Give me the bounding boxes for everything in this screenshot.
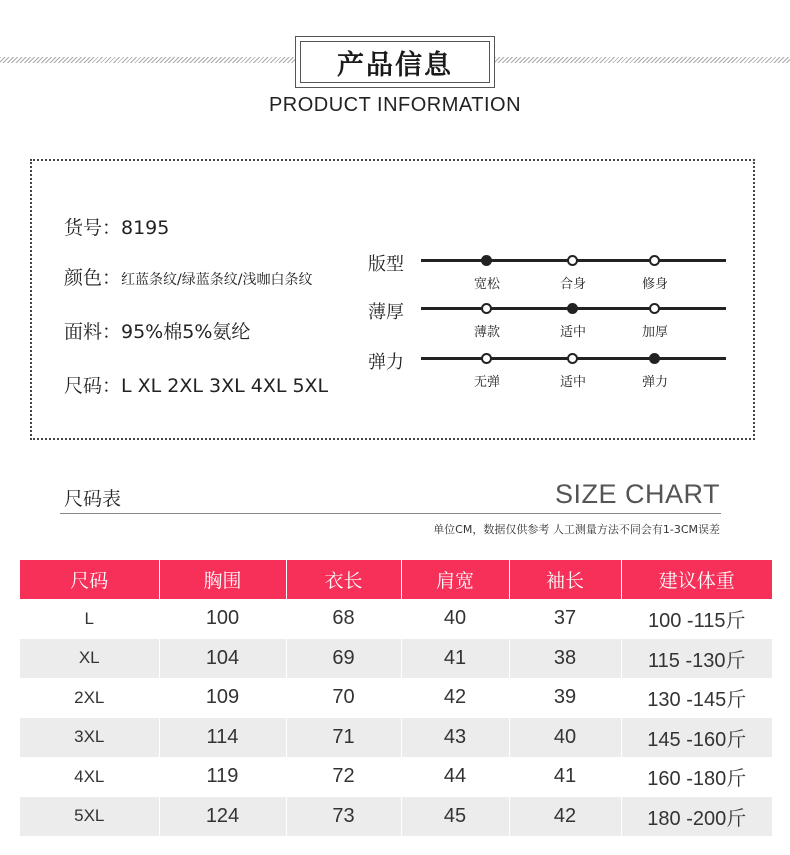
cell-chest: 119 — [159, 757, 286, 797]
color-line — [64, 263, 312, 290]
color-value: 红蓝条纹/绿蓝条纹/浅咖白条纹 — [121, 272, 313, 288]
cell-chest: 114 — [159, 718, 286, 758]
cell-weight: 100 -115斤 — [648, 610, 746, 633]
header-weight: 建议体重 — [621, 560, 772, 599]
cell-size: XL — [20, 639, 159, 679]
scale-fit-option-0: 宽松 — [473, 277, 500, 292]
color-label: 颜色： — [64, 267, 122, 289]
header-right-hatch — [495, 57, 790, 63]
table-row — [20, 678, 772, 718]
table-row — [20, 797, 772, 837]
cell-size: L — [20, 599, 159, 639]
cell-sleeve: 37 — [509, 599, 621, 639]
table-row — [20, 718, 772, 758]
cell-weight: 130 -145斤 — [647, 689, 747, 712]
cell-weight: 145 -160斤 — [621, 718, 772, 758]
size-table — [20, 560, 772, 836]
scale-thickness-dot-0 — [481, 303, 492, 314]
fabric-line: 面料：95%棉5%氨纶 — [64, 321, 251, 343]
header-left-hatch — [0, 57, 295, 63]
cell-shoulder: 41 — [401, 639, 509, 679]
scale-stretch-dot-0 — [481, 353, 492, 364]
page-subtitle: PRODUCT INFORMATION — [268, 94, 522, 116]
cell-shoulder: 42 — [401, 678, 509, 718]
size-chart-title: 尺码表 — [64, 488, 122, 510]
cell-sleeve: 42 — [509, 797, 621, 837]
size-table-header — [20, 560, 772, 599]
scale-thickness-option-1: 适中 — [559, 325, 586, 340]
scale-stretch-dot-2 — [649, 353, 660, 364]
scale-thickness-option-0: 薄款 — [473, 325, 500, 340]
scale-stretch-dot-1 — [567, 353, 578, 364]
cell-weight: 115 -130斤 — [621, 639, 772, 679]
cell-shoulder: 43 — [401, 718, 509, 758]
scale-fit-label: 版型 — [368, 254, 404, 275]
cell-size: 4XL — [20, 757, 159, 797]
scale-stretch-option-0: 无弹 — [473, 375, 500, 390]
cell-shoulder: 44 — [401, 757, 509, 797]
cell-chest: 109 — [159, 678, 286, 718]
header-size: 尺码 — [20, 560, 159, 599]
scale-fit-option-1: 合身 — [559, 277, 586, 292]
cell-size: 2XL — [20, 678, 159, 718]
cell-chest: 104 — [159, 639, 286, 679]
cell-shoulder: 40 — [401, 599, 509, 639]
cell-sleeve: 41 — [509, 757, 621, 797]
header-shoulder: 肩宽 — [401, 560, 509, 599]
table-row — [20, 639, 772, 679]
header-chest: 胸围 — [159, 560, 286, 599]
size-chart-note: 单位CM，数据仅供参考 人工测量方法不同会有1-3CM误差 — [433, 523, 720, 536]
cell-length: 70 — [286, 678, 401, 718]
scale-stretch-label: 弹力 — [368, 352, 404, 373]
scale-thickness-label: 薄厚 — [368, 302, 404, 323]
table-row — [20, 757, 772, 797]
cell-sleeve: 38 — [509, 639, 621, 679]
size-chart-divider — [60, 513, 721, 514]
cell-length: 69 — [286, 639, 401, 679]
cell-size: 3XL — [20, 718, 159, 758]
scale-thickness-dot-1 — [567, 303, 578, 314]
scale-thickness-option-2: 加厚 — [641, 325, 668, 340]
table-row — [20, 599, 772, 639]
scale-fit-dot-1 — [567, 255, 578, 266]
title-frame — [295, 36, 495, 88]
cell-length: 72 — [286, 757, 401, 797]
cell-shoulder: 45 — [401, 797, 509, 837]
sizes-line: 尺码：L XL 2XL 3XL 4XL 5XL — [64, 375, 329, 397]
cell-length: 68 — [286, 599, 401, 639]
page-title: 产品信息 — [300, 41, 490, 83]
cell-weight: 180 -200斤 — [621, 797, 772, 837]
cell-weight: 160 -180斤 — [647, 768, 747, 791]
cell-length: 73 — [286, 797, 401, 837]
scale-stretch-option-1: 适中 — [559, 375, 586, 390]
cell-sleeve: 39 — [509, 678, 621, 718]
cell-chest: 124 — [159, 797, 286, 837]
scale-thickness-dot-2 — [649, 303, 660, 314]
header-sleeve: 袖长 — [509, 560, 621, 599]
cell-chest: 100 — [159, 599, 286, 639]
scale-fit-dot-2 — [649, 255, 660, 266]
cell-length: 71 — [286, 718, 401, 758]
size-chart-title-en: SIZE CHART — [554, 479, 720, 509]
cell-sleeve: 40 — [509, 718, 621, 758]
header-length: 衣长 — [286, 560, 401, 599]
cell-size: 5XL — [20, 797, 159, 837]
scale-fit-dot-0 — [481, 255, 492, 266]
item-number: 货号：8195 — [64, 217, 170, 239]
scale-fit-option-2: 修身 — [641, 277, 668, 292]
scale-stretch-option-2: 弹力 — [641, 375, 668, 390]
